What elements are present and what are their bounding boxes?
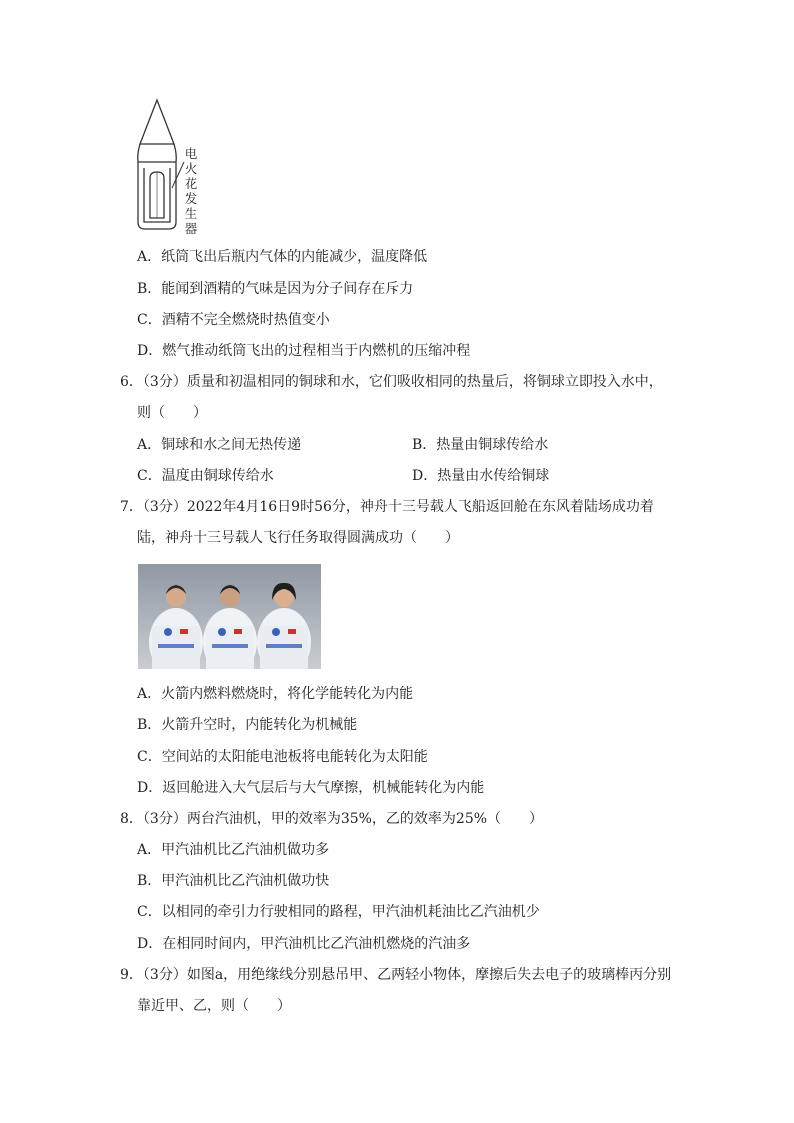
q5-option-d: D．燃气推动纸筒飞出的过程相当于内燃机的压缩冲程	[137, 343, 471, 359]
q6-stem: 6．（3分）质量和初温相同的铜球和水，它们吸收相同的热量后，将铜球立即投入水中，	[120, 374, 663, 390]
q8-option-d: D．在相同时间内，甲汽油机比乙汽油机燃烧的汽油多	[137, 936, 471, 952]
q8-option-a: A．甲汽油机比乙汽油机做功多	[137, 842, 330, 858]
q7-stem: 7．（3分）2022年4月16日9时56分，神舟十三号载人飞船返回舱在东风着陆场成功着	[120, 499, 654, 515]
q6-stem-cont: 则（ ）	[137, 405, 207, 421]
q7-option-a: A．火箭内燃料燃烧时，将化学能转化为内能	[137, 686, 414, 702]
q6-option-c: C．温度由铜球传给水	[137, 468, 274, 484]
q6-option-d: D．热量由水传给铜球	[412, 468, 550, 484]
q8-stem: 8．（3分）两台汽油机，甲的效率为35%，乙的效率为25%（ ）	[120, 811, 544, 827]
q8-option-b: B．甲汽油机比乙汽油机做功快	[137, 873, 330, 889]
q5-option-c: C．酒精不完全燃烧时热值变小	[137, 312, 330, 328]
q7-stem-cont: 陆，神舟十三号载人飞行任务取得圆满成功（ ）	[137, 530, 459, 546]
q9-stem-cont: 靠近甲、乙，则（ ）	[137, 998, 291, 1014]
q9-stem: 9．（3分）如图a，用绝缘线分别悬吊甲、乙两轻小物体，摩擦后失去电子的玻璃棒丙分别	[120, 967, 672, 983]
q6-option-a: A．铜球和水之间无热传递	[137, 437, 302, 453]
q7-option-c: C．空间站的太阳能电池板将电能转化为太阳能	[137, 749, 428, 765]
q7-option-d: D．返回舱进入大气层后与大气摩擦，机械能转化为内能	[137, 780, 485, 796]
astronauts-photo	[138, 564, 321, 669]
q8-option-c: C．以相同的牵引力行驶相同的路程，甲汽油机耗油比乙汽油机少	[137, 904, 540, 920]
spark-generator-label: 电火花发生器	[184, 146, 198, 236]
q5-option-a: A．纸筒飞出后瓶内气体的内能减少，温度降低	[137, 249, 428, 265]
q6-option-b: B．热量由铜球传给水	[412, 437, 549, 453]
q7-option-b: B．火箭升空时，内能转化为机械能	[137, 717, 358, 733]
q5-option-b: B．能闻到酒精的气味是因为分子间存在斥力	[137, 281, 414, 297]
